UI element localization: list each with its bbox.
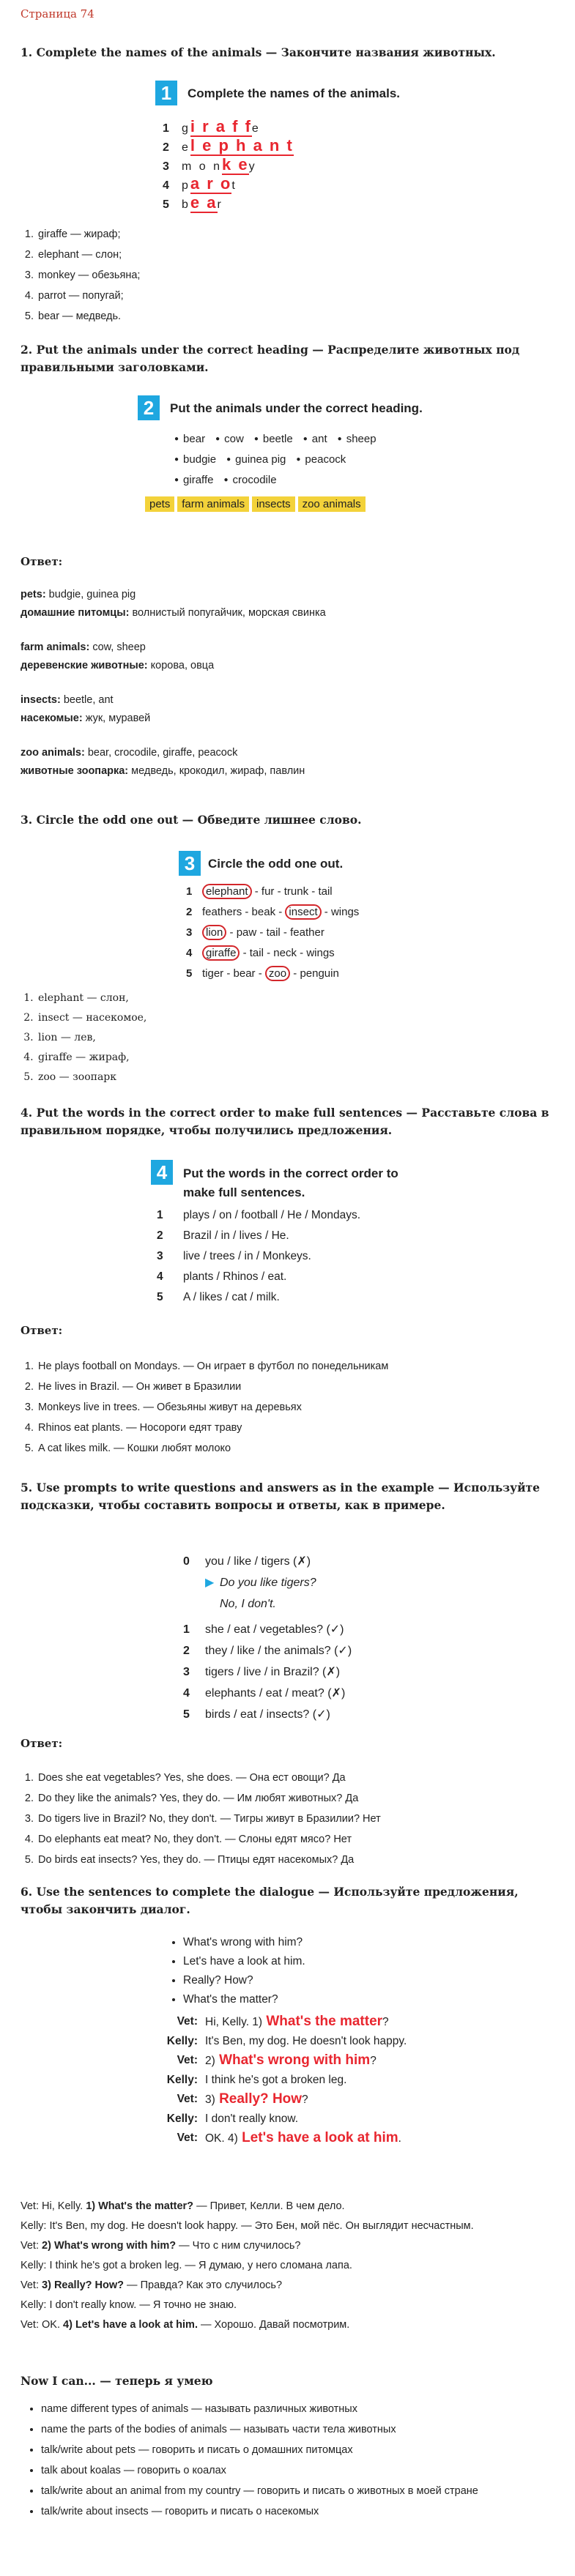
given-text: 2) bbox=[205, 2055, 215, 2067]
separator: - bbox=[223, 967, 234, 980]
list-item: • name different types of animals — называть различных животных bbox=[41, 2399, 568, 2419]
list-item: 1. giraffe — жираф; bbox=[37, 224, 549, 245]
page-number: Страница 74 bbox=[21, 7, 94, 21]
line-end: ? bbox=[302, 2093, 308, 2106]
scrambled-words: plants / Rhinos / eat. bbox=[183, 1270, 287, 1283]
list-item: 2. He lives in Brazil. — Он живет в Бразилии bbox=[37, 1377, 575, 1397]
row-number: 3 bbox=[163, 160, 169, 173]
word-item: giraffe bbox=[183, 474, 214, 487]
example-answer: No, I don't. bbox=[220, 1598, 276, 1610]
ex2-category-labels bbox=[145, 498, 366, 510]
circled-word: insect bbox=[285, 904, 321, 920]
given-text: OK. 4) bbox=[205, 2132, 238, 2145]
word: wings bbox=[306, 947, 335, 959]
separator: - bbox=[226, 926, 237, 939]
ex5-rows bbox=[183, 1619, 432, 1725]
translation: — Привет, Келли. В чем дело. bbox=[193, 2200, 345, 2212]
scrambled-words: A / likes / cat / milk. bbox=[183, 1291, 280, 1303]
circled-word: giraffe bbox=[202, 945, 240, 961]
given-letters: e bbox=[182, 141, 190, 154]
handwritten-answer: What's the matter bbox=[262, 2014, 383, 2029]
speaker: Vet: bbox=[177, 2054, 198, 2066]
plain-text: Kelly: I don't really know. — Я точно не знаю. bbox=[21, 2299, 237, 2311]
word-item: bear bbox=[183, 433, 206, 445]
group-pets: pets: budgie, guinea pig домашние питомцы: волнистый попугайчик, морская свинка bbox=[21, 589, 326, 619]
bullet-icon: ● bbox=[223, 476, 229, 485]
list-item: 1. Does she eat vegetables? Yes, she does. — Она ест овощи? Да bbox=[37, 1768, 575, 1788]
row-number: 1 bbox=[157, 1209, 163, 1221]
given-text: I think he's got a broken leg. bbox=[205, 2073, 347, 2086]
filled-letters: e a bbox=[190, 193, 218, 212]
list-item: 5. Do birds eat insects? Yes, they do. — Птицы едят насекомых? Да bbox=[37, 1850, 575, 1870]
ex5-row bbox=[183, 1619, 432, 1640]
ex1-card bbox=[155, 81, 419, 212]
word: neck bbox=[273, 947, 297, 959]
row-number: 1 bbox=[186, 885, 193, 898]
given-text: I don't really know. bbox=[205, 2112, 299, 2125]
ex1-heading: 1. Complete the names of the animals — Закончите названия животных. bbox=[21, 45, 496, 59]
translation: — Что с ним случилось? bbox=[176, 2240, 301, 2252]
row-number: 1 bbox=[163, 122, 169, 135]
ex5-row bbox=[183, 1704, 432, 1725]
label-pets: pets bbox=[145, 496, 174, 512]
dialogue-translation bbox=[21, 2216, 563, 2236]
ex3-card-title: Circle the odd one out. bbox=[208, 857, 344, 871]
bullet-icon: ● bbox=[174, 476, 179, 485]
ex3-row bbox=[186, 882, 359, 902]
ex1-row bbox=[163, 174, 237, 193]
list-item: 1. elephant — слон, bbox=[37, 989, 549, 1008]
ex3-number-badge: 3 bbox=[179, 851, 201, 876]
answer-phrase: 2) What's wrong with him? bbox=[42, 2240, 177, 2252]
separator: - bbox=[242, 906, 252, 918]
scrambled-words: live / trees / in / Monkeys. bbox=[183, 1250, 311, 1262]
list-item: • talk/write about an animal from my country — говорить и писать о животных в моей стране bbox=[41, 2481, 568, 2501]
list-item: • talk/write about pets — говорить и писать о домашних питомцах bbox=[41, 2440, 568, 2460]
list-item: 3. monkey — обезьяна; bbox=[37, 265, 549, 286]
ex6-sentence-bank: • What's wrong with him? • Let's have a look at him. • Really? How? • What's the matter? bbox=[132, 1933, 454, 2009]
ex1-row bbox=[163, 136, 294, 155]
row-number: 5 bbox=[163, 198, 169, 211]
ex3-card bbox=[179, 851, 420, 983]
dialogue-translation bbox=[21, 2256, 563, 2276]
bullet-icon: ● bbox=[174, 455, 179, 464]
ex2-word-bank bbox=[170, 429, 382, 491]
plain-text: Vet: bbox=[21, 2279, 42, 2291]
now-i-can-heading: Now I can... — теперь я умею bbox=[21, 2374, 213, 2388]
ex3-row bbox=[186, 943, 359, 964]
scrambled-words: Brazil / in / lives / He. bbox=[183, 1229, 289, 1242]
ex1-row bbox=[163, 117, 261, 136]
word-item: crocodile bbox=[232, 474, 277, 487]
row-number: 3 bbox=[186, 926, 193, 939]
separator: - bbox=[255, 967, 265, 980]
prompt: she / eat / vegetables? (✓) bbox=[205, 1623, 344, 1636]
dialogue-translation bbox=[21, 2276, 563, 2296]
answer-phrase: 1) What's the matter? bbox=[86, 2200, 194, 2212]
line-end: . bbox=[398, 2132, 401, 2145]
ex3-rows bbox=[186, 882, 359, 984]
separator: - bbox=[240, 947, 250, 959]
row-number: 4 bbox=[183, 1687, 190, 1700]
ex6-dialogue-card bbox=[132, 2012, 454, 2148]
speaker: Kelly: bbox=[166, 2073, 198, 2086]
list-item: • talk about koalas — говорить о коалах bbox=[41, 2460, 568, 2481]
plain-text: Vet: Hi, Kelly. bbox=[21, 2200, 86, 2212]
word: tail bbox=[266, 926, 281, 939]
scrambled-words: plays / on / football / He / Mondays. bbox=[183, 1209, 361, 1221]
dialogue-line bbox=[132, 2110, 454, 2129]
list-item: 4. Rhinos eat plants. — Носороги едят траву bbox=[37, 1418, 575, 1438]
ex4-answer-label: Ответ: bbox=[21, 1324, 63, 1337]
translation: — Правда? Как это случилось? bbox=[124, 2279, 283, 2291]
prompt: elephants / eat / meat? (✗) bbox=[205, 1687, 346, 1700]
ex4-card-title: Put the words in the correct order to make full sentences. bbox=[183, 1166, 398, 1199]
word-item: peacock bbox=[305, 453, 346, 466]
word: tail bbox=[249, 947, 264, 959]
ex5-row bbox=[183, 1661, 432, 1683]
separator: - bbox=[296, 947, 307, 959]
ex1-row bbox=[163, 155, 257, 174]
line-text bbox=[205, 2071, 346, 2091]
dialogue-line bbox=[132, 2071, 454, 2091]
list-item: 2. elephant — слон; bbox=[37, 245, 549, 265]
ex3-answers bbox=[15, 989, 549, 1087]
ex5-heading: 5. Use prompts to write questions and answers as in the example — Используйте подсказки, чтобы составить вопросы и ответы, как в примере. bbox=[21, 1481, 541, 1512]
dialogue-line bbox=[132, 2012, 454, 2032]
word: beak bbox=[251, 906, 276, 918]
ex2-groups bbox=[21, 586, 563, 781]
list-item: 3. lion — лев, bbox=[37, 1028, 549, 1048]
prompt: tigers / live / in Brazil? (✗) bbox=[205, 1666, 341, 1678]
separator: - bbox=[290, 967, 300, 980]
list-item: 3. Do tigers live in Brazil? No, they don't. — Тигры живут в Бразилии? Нет bbox=[37, 1809, 575, 1829]
ex4-row bbox=[157, 1267, 360, 1287]
given-letters: r bbox=[217, 198, 223, 211]
answer-phrase: 3) Really? How? bbox=[42, 2279, 125, 2291]
word-item: budgie bbox=[183, 453, 217, 466]
separator: - bbox=[274, 885, 284, 898]
translation: — Хорошо. Давай посмотрим. bbox=[197, 2319, 350, 2331]
row-number: 1 bbox=[183, 1623, 190, 1636]
filled-letters: a r o bbox=[190, 174, 232, 193]
word-item: beetle bbox=[262, 433, 293, 445]
ex4-heading: 4. Put the words in the correct order to make full sentences — Расставьте слова в правильном порядке, чтобы получились предложения. bbox=[21, 1106, 549, 1137]
ex1-number-badge: 1 bbox=[155, 81, 177, 105]
word: feather bbox=[290, 926, 324, 939]
given-letters: t bbox=[231, 179, 237, 192]
dialogue-translation bbox=[21, 2315, 563, 2335]
word: wings bbox=[330, 906, 360, 918]
separator: - bbox=[263, 947, 274, 959]
line-text bbox=[205, 2110, 298, 2129]
word: feathers bbox=[202, 906, 242, 918]
ex4-card bbox=[151, 1160, 437, 1306]
list-item: 4. giraffe — жираф, bbox=[37, 1048, 549, 1068]
list-item: 5. A cat likes milk. — Кошки любят молоко bbox=[37, 1438, 575, 1459]
list-item: 4. parrot — попугай; bbox=[37, 286, 549, 306]
label-insects: insects bbox=[252, 496, 295, 512]
separator: - bbox=[275, 906, 286, 918]
list-item: • name the parts of the bodies of animals — называть части тела животных bbox=[41, 2419, 568, 2440]
speaker: Kelly: bbox=[166, 2112, 198, 2125]
ex2-heading: 2. Put the animals under the correct heading — Распределите животных под правильными заголовками. bbox=[21, 343, 520, 374]
list-item: 1. He plays football on Mondays. — Он играет в футбол по понедельникам bbox=[37, 1356, 575, 1377]
ex4-row bbox=[157, 1287, 360, 1308]
handwritten-answer: Really? How bbox=[215, 2091, 303, 2107]
ex4-answers bbox=[15, 1356, 575, 1459]
filled-letters: l e p h a n t bbox=[190, 136, 294, 155]
given-letters: g bbox=[182, 122, 190, 135]
example-question: Do you like tigers? bbox=[220, 1577, 316, 1589]
ex5-row bbox=[183, 1640, 432, 1661]
ex1-answers bbox=[15, 224, 549, 327]
separator: - bbox=[321, 906, 331, 918]
given-text: Hi, Kelly. 1) bbox=[205, 2016, 263, 2028]
dialogue-translation bbox=[21, 2296, 563, 2315]
word-item: guinea pig bbox=[235, 453, 286, 466]
ex2-card-title: Put the animals under the correct heading. bbox=[170, 401, 423, 415]
bullet-icon: ● bbox=[337, 435, 342, 444]
list-item: 4. Do elephants eat meat? No, they don't. — Слоны едят мясо? Нет bbox=[37, 1829, 575, 1850]
word: fur bbox=[261, 885, 275, 898]
ex6-heading: 6. Use the sentences to complete the dialogue — Используйте предложения, чтобы закончить диалог. bbox=[21, 1885, 519, 1916]
circled-word: elephant bbox=[202, 884, 252, 899]
word-item: sheep bbox=[346, 433, 376, 445]
label-farm-animals: farm animals bbox=[177, 496, 249, 512]
now-i-can-list bbox=[15, 2399, 568, 2522]
label-zoo-animals: zoo animals bbox=[298, 496, 366, 512]
list-item: 5. zoo — зоопарк bbox=[37, 1068, 549, 1087]
group-zoo: zoo animals: bear, crocodile, giraffe, peacock животные зоопарка: медведь, крокодил, жираф, павлин bbox=[21, 747, 305, 777]
prompt: they / like / the animals? (✓) bbox=[205, 1645, 352, 1657]
row-number: 4 bbox=[186, 947, 193, 959]
given-text: 3) bbox=[205, 2093, 215, 2106]
separator: - bbox=[251, 885, 261, 898]
line-text bbox=[205, 2129, 401, 2149]
ex5-row bbox=[183, 1683, 432, 1704]
given-letters: e bbox=[251, 122, 261, 135]
ex4-row bbox=[157, 1226, 360, 1246]
given-letters: y bbox=[248, 160, 257, 173]
word: bear bbox=[233, 967, 256, 980]
speaker: Vet: bbox=[177, 2015, 198, 2028]
line-end: ? bbox=[370, 2055, 376, 2067]
handwritten-answer: Let's have a look at him bbox=[237, 2130, 398, 2145]
ex4-rows bbox=[157, 1205, 360, 1308]
bullet-icon: ● bbox=[303, 435, 308, 444]
bullet-icon: ● bbox=[226, 455, 231, 464]
word: tiger bbox=[202, 967, 224, 980]
bullet-icon: ● bbox=[253, 435, 259, 444]
given-letters: b bbox=[182, 198, 190, 211]
word-item: ant bbox=[311, 433, 327, 445]
given-letters: p bbox=[182, 179, 190, 192]
plain-text: Kelly: It's Ben, my dog. He doesn't look happy. — Это Бен, мой пёс. Он выглядит несчастным. bbox=[21, 2220, 474, 2232]
dialogue-line bbox=[132, 2090, 454, 2110]
ex5-card: 0 you / like / tigers (✗) ▶ Do you like tigers? No, I don't. 1 she / eat / vegetables? (✓) 2 they / like / the animals? (✓) 3 tigers / live / in Brazil? (✗) 4 elephants / eat / meat? (✗) 5 birds / eat / insects? (✓) bbox=[183, 1551, 432, 1719]
ex5-answer-label: Ответ: bbox=[21, 1737, 63, 1750]
list-item: 5. bear — медведь. bbox=[37, 306, 549, 327]
row-number: 2 bbox=[186, 906, 193, 918]
dialogue-translation bbox=[21, 2197, 563, 2216]
filled-letters: i r a f f bbox=[190, 117, 252, 135]
line-text bbox=[205, 2090, 308, 2110]
ex2-answer-label: Ответ: bbox=[21, 555, 63, 568]
list-item: 3. Monkeys live in trees. — Обезьяны живут на деревьях bbox=[37, 1397, 575, 1418]
given-letters: m o n bbox=[182, 160, 223, 173]
circled-word: zoo bbox=[265, 966, 290, 981]
dialogue-translation bbox=[21, 2236, 563, 2256]
ex6-card bbox=[132, 1933, 454, 2160]
ex5-answers bbox=[15, 1768, 575, 1870]
word: trunk bbox=[283, 885, 309, 898]
word-item: cow bbox=[224, 433, 244, 445]
list-item: 2. Do they like the animals? Yes, they do. — Им любят животных? Да bbox=[37, 1788, 575, 1809]
ex2-number-badge: 2 bbox=[138, 395, 160, 420]
circled-word: lion bbox=[202, 925, 226, 940]
ex4-row bbox=[157, 1246, 360, 1267]
dialogue-line bbox=[132, 2032, 454, 2052]
ex6-dialogue bbox=[21, 2197, 563, 2335]
handwritten-answer: What's wrong with him bbox=[215, 2052, 371, 2068]
separator: - bbox=[256, 926, 267, 939]
plain-text: Vet: OK. bbox=[21, 2319, 64, 2331]
ex2-card bbox=[138, 395, 445, 527]
plain-text: Vet: bbox=[21, 2240, 42, 2252]
row-number: 5 bbox=[183, 1708, 190, 1721]
separator: - bbox=[308, 885, 319, 898]
separator: - bbox=[280, 926, 291, 939]
bullet-icon: ● bbox=[296, 455, 301, 464]
row-number: 3 bbox=[183, 1666, 190, 1678]
row-number: 2 bbox=[157, 1229, 163, 1242]
list-item: • talk/write about insects — говорить и писать о насекомых bbox=[41, 2501, 568, 2522]
dialogue-line bbox=[132, 2129, 454, 2148]
list-item: 2. insect — насекомое, bbox=[37, 1008, 549, 1028]
group-farm: farm animals: cow, sheep деревенские животные: корова, овца bbox=[21, 641, 215, 671]
speaker: Vet: bbox=[177, 2093, 198, 2105]
ex3-row bbox=[186, 902, 359, 923]
line-end: ? bbox=[382, 2016, 389, 2028]
word: paw bbox=[236, 926, 257, 939]
ex4-number-badge: 4 bbox=[151, 1160, 173, 1185]
word: tail bbox=[318, 885, 333, 898]
plain-text: Kelly: I think he's got a broken leg. — Я думаю, у него сломана лапа. bbox=[21, 2260, 352, 2271]
row-number: 5 bbox=[157, 1291, 163, 1303]
line-text bbox=[205, 2051, 376, 2071]
group-insects: insects: beetle, ant насекомые: жук, муравей bbox=[21, 694, 151, 724]
row-number: 4 bbox=[163, 179, 169, 192]
ex3-heading: 3. Circle the odd one out — Обведите лишнее слово. bbox=[21, 813, 362, 827]
row-number: 2 bbox=[163, 141, 169, 154]
ex1-row bbox=[163, 193, 223, 212]
line-text bbox=[205, 2032, 407, 2052]
given-text: It's Ben, my dog. He doesn't look happy. bbox=[205, 2034, 407, 2047]
row-number: 2 bbox=[183, 1645, 190, 1657]
row-number: 4 bbox=[157, 1270, 163, 1283]
line-text bbox=[205, 2012, 389, 2033]
word: penguin bbox=[300, 967, 339, 980]
filled-letters: k e bbox=[222, 155, 249, 174]
prompt: birds / eat / insects? (✓) bbox=[205, 1708, 330, 1721]
ex3-row bbox=[186, 964, 359, 984]
dialogue-line bbox=[132, 2051, 454, 2071]
speaker: Kelly: bbox=[166, 2034, 198, 2047]
row-number: 3 bbox=[157, 1250, 163, 1262]
answer-phrase: 4) Let's have a look at him. bbox=[63, 2319, 198, 2331]
ex1-card-title: Complete the names of the animals. bbox=[188, 86, 401, 100]
speaker: Vet: bbox=[177, 2132, 198, 2144]
row-number: 5 bbox=[186, 967, 193, 980]
bullet-icon: ● bbox=[215, 435, 220, 444]
ex3-row bbox=[186, 923, 359, 943]
bullet-icon: ● bbox=[174, 435, 179, 444]
ex4-row bbox=[157, 1205, 360, 1226]
